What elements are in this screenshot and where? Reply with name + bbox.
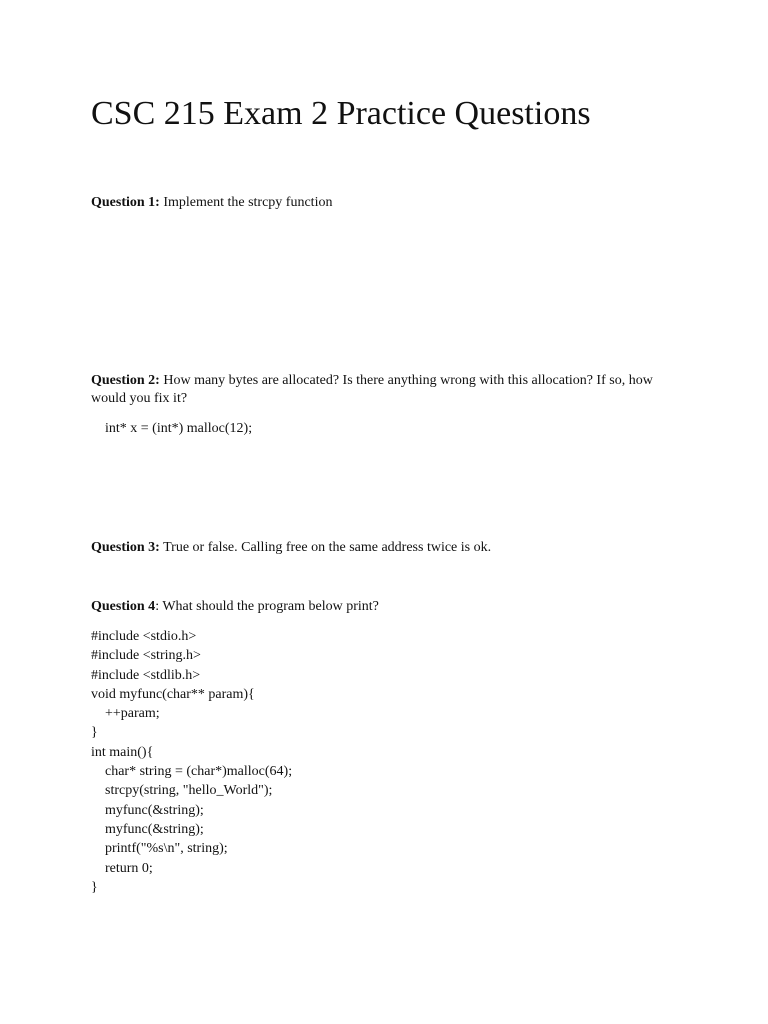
code-line: void myfunc(char** param){ <box>91 686 255 702</box>
code-line: printf("%s\n", string); <box>91 841 228 857</box>
question-1-label: Question 1: <box>91 195 160 210</box>
code-line: #include <stdlib.h> <box>91 667 201 683</box>
question-2-text: How many bytes are allocated? Is there anything wrong with this allocation? If so, how would you fix it? <box>91 373 653 406</box>
question-3 <box>91 539 681 557</box>
code-line: ++param; <box>91 706 160 722</box>
code-line: int main(){ <box>91 744 154 760</box>
question-4-code-block <box>91 627 292 897</box>
code-line: myfunc(&string); <box>91 802 204 818</box>
code-line: char* string = (char*)malloc(64); <box>91 764 293 780</box>
code-line: strcpy(string, "hello_World"); <box>91 783 273 799</box>
question-3-label: Question 3: <box>91 540 160 555</box>
question-4-text: : What should the program below print? <box>155 599 379 614</box>
question-2 <box>91 372 681 408</box>
code-line: return 0; <box>91 860 153 876</box>
question-1-text: Implement the strcpy function <box>159 195 333 210</box>
question-2-label: Question 2: <box>91 373 160 388</box>
question-3-text: True or false. Calling free on the same address twice is ok. <box>159 540 492 555</box>
code-line: myfunc(&string); <box>91 821 204 837</box>
code-line: #include <string.h> <box>91 648 201 664</box>
document-title: CSC 215 Exam 2 Practice Questions <box>91 95 591 132</box>
code-line: } <box>91 725 98 741</box>
question-4 <box>91 598 681 616</box>
question-4-label: Question 4 <box>91 599 156 614</box>
question-1 <box>91 194 681 212</box>
question-2-code: int* x = (int*) malloc(12); <box>105 421 253 436</box>
code-line: #include <stdio.h> <box>91 629 197 644</box>
code-line: } <box>91 879 98 895</box>
